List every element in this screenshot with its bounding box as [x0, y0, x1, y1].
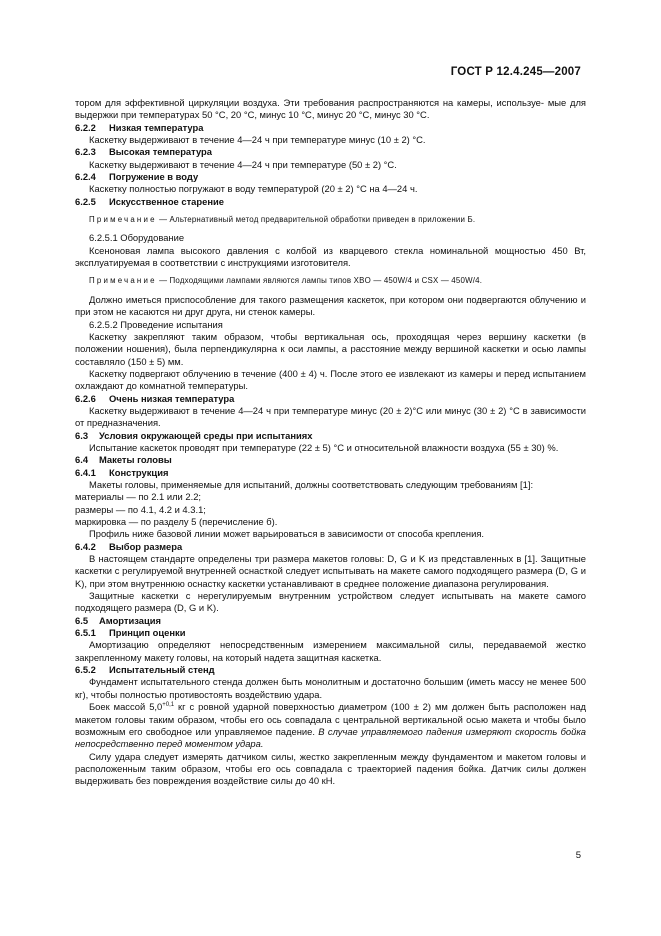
section-heading-6-4-1: 6.4.1 Конструкция: [75, 466, 169, 478]
paragraph: В настоящем стандарте определены три размера макетов головы: D, G и K из представленных в [1]. Защитные каскетки с регулируемой внутренней оснасткой следует испытывать на макете самого подходящего размера (D, G и K), при этом внутреннюю оснастку каскетки устанавливают в среднее положение диапазона регулирования.: [75, 553, 586, 589]
section-heading-6-5-1: 6.5.1 Принцип оценки: [75, 627, 186, 639]
list-item: размеры — по 4.1, 4.2 и 4.3.1;: [75, 503, 206, 515]
paragraph: Боек массой $5,0^{+0,1}$ кг с ровной ударной поверхностью диаметром (100 ± 2) мм должен быть расположен над макетом головы таким образом, чтобы его ось совпадала с центральной вертикальной осью макета и чтобы было возможным его свободное или управляемое падение. В случае управляемого падения измеряют скорость бойка непосредственно перед моментом удара.: [75, 701, 587, 750]
note: Примечание — Альтернативный метод предварительной обработки приведен в приложении Б.: [89, 215, 476, 225]
paragraph: Защитные каскетки с нерегулируемым внутренним устройством следует испытывать на макете самого подходящего размера (D, G и K).: [75, 590, 586, 614]
standard-header: ГОСТ Р 12.4.245—2007: [450, 66, 581, 78]
section-heading-6-5-2: 6.5.2 Испытательный стенд: [75, 664, 215, 676]
paragraph: Каскетку выдерживают в течение 4—24 ч при температуре (50 ± 2) °C.: [89, 158, 397, 170]
subsection-heading-6-2-5-1: 6.2.5.1 Оборудование: [89, 232, 185, 244]
section-heading-6-3: 6.3 Условия окружающей среды при испытаниях: [75, 429, 313, 441]
note: Примечание — Подходящими лампами являются лампы типов XBO — 450W/4 и CSX — 450W/4.: [89, 276, 483, 286]
section-heading-6-2-4: 6.2.4 Погружение в воду: [75, 171, 199, 183]
tolerance-superscript: +0,1: [162, 702, 175, 709]
section-heading-6-2-5: 6.2.5 Искусственное старение: [75, 195, 224, 207]
paragraph: Макеты головы, применяемые для испытаний, должны соответствовать следующим требованиям [1]:: [89, 478, 534, 490]
paragraph: Фундамент испытательного стенда должен быть монолитным и достаточно большим (иметь массу не менее 500 кг), чтобы полностью противостоять воздействию удара.: [75, 676, 586, 700]
paragraph: Профиль ниже базовой линии может варьироваться в зависимости от способа крепления.: [89, 528, 485, 540]
paragraph: Силу удара следует измерять датчиком силы, жестко закрепленным между фундаментом и макетом головы и расположенным таким образом, чтобы его ось совпадала с траекторией падения бойка. Датчик силы должен выдерживать без повреждения воздействие силы до 40 кН.: [75, 750, 586, 787]
section-heading-6-4-2: 6.4.2 Выбор размера: [75, 540, 183, 552]
subsection-heading-6-2-5-2: 6.2.5.2 Проведение испытания: [89, 318, 223, 330]
italic-text: В случае управляемого падения измеряют скорость бойка непосредственно перед моментом удара.: [75, 725, 586, 750]
paragraph: Каскетку закрепляют таким образом, чтобы вертикальная ось, проходящая через вершину каскетки (в положении ношения), была перпендикулярна к оси лампы, а расстояние между вершиной каскетки и осью лампы составляло (150 ± 5) мм.: [75, 330, 586, 367]
document-body: [75, 97, 586, 788]
paragraph: Испытание каскеток проводят при температуре (22 ± 5) °C и относительной влажности воздуха (55 ± 30) %.: [89, 441, 559, 453]
page-number: 5: [575, 850, 581, 861]
list-item: материалы — по 2.1 или 2.2;: [75, 491, 202, 503]
list-item: маркировка — по разделу 5 (перечисление б).: [75, 516, 278, 527]
section-heading-6-4: 6.4 Макеты головы: [75, 454, 172, 466]
section-heading-6-5: 6.5 Амортизация: [75, 614, 162, 626]
section-heading-6-2-2: 6.2.2 Низкая температура: [75, 121, 204, 133]
paragraph: Каскетку подвергают облучению в течение (400 ± 4) ч. После этого ее извлекают из камеры и перед испытанием охлаждают до комнатной температуры.: [75, 367, 586, 392]
paragraph: тором для эффективной циркуляции воздуха. Эти требования распространяются на камеры, используе- мые для выдержки при температурах 50 °C, 20 °C, минус 10 °C, минус 20 °C, минус 30 °C.: [75, 97, 586, 121]
paragraph: Каскетку полностью погружают в воду температурой (20 ± 2) °C на 4—24 ч.: [89, 183, 418, 195]
paragraph: Амортизацию определяют непосредственным измерением максимальной силы, передаваемой жестко закрепленному макету головы, на который надета защитная каскетка.: [75, 639, 586, 663]
paragraph: Ксеноновая лампа высокого давления с колбой из кварцевого стекла номинальной мощностью 450 Вт, эксплуатируемая в соответствии с инструкциями изготовителя.: [75, 244, 586, 269]
section-heading-6-2-3: 6.2.3 Высокая температура: [75, 146, 212, 158]
section-heading-6-2-6: 6.2.6 Очень низкая температура: [75, 392, 235, 404]
paragraph: Должно иметься приспособление для такого размещения каскеток, при котором они подвергаются облучению и при этом не касаются ни друг друга, ни стенок камеры.: [75, 293, 586, 318]
paragraph: Каскетку выдерживают в течение 4—24 ч при температуре минус (10 ± 2) °C.: [89, 134, 426, 146]
paragraph: Каскетку выдерживают в течение 4—24 ч при температуре минус (20 ± 2)°C или минус (30 ± 2) °C в зависимости от предназначения.: [75, 404, 586, 429]
